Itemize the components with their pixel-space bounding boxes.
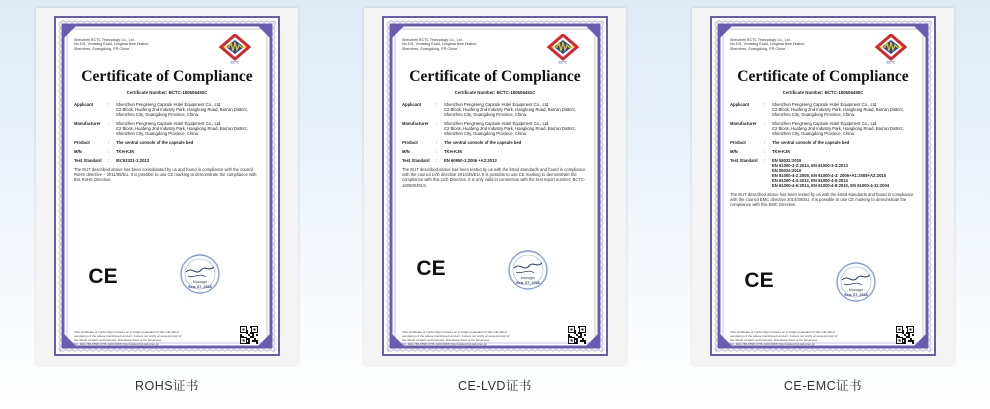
field-label: Manufacturer	[402, 121, 429, 126]
certificate-caption: CE-LVD证书	[458, 379, 532, 393]
compliance-description: The EUT described above has been tested by us with the listed standards and found in compliance with the council LVD directive 2014/35/EU. It is possible to use CE marking to demonstrate the compliance with this LVD Directive. It is only valid in connection with the test report number: BCTC-160506491S.	[402, 167, 586, 188]
manufacturer-line: Shenzhen PengHeng Capsule Hotel Equipment Co., Ltd.	[772, 121, 878, 126]
footer-line: Tel: 400-788-9558 0755-33019988 http://www.bctc-lab.com.cn	[402, 342, 488, 346]
certificate-footer	[730, 330, 880, 346]
issuer-line: Shenzhen BCTC Technology Co., Ltd.	[74, 38, 135, 42]
mn-value: TKH-KJK	[772, 149, 791, 154]
standard-line: EN 61000-4-2:2009, EN 61000-4-3: 2006+A1:2008+A2:2010	[772, 173, 887, 178]
certificate-card	[692, 8, 954, 365]
standard-line: EN 55024:2010	[772, 168, 802, 173]
issuer-line: Shenzhen BCTC Technology Co., Ltd.	[402, 38, 463, 42]
stamp-title: Manager	[848, 288, 864, 292]
footer-line: Tel: 400-788-9558 0755-33019988 http://www.bctc-lab.com.cn	[730, 342, 816, 346]
standard-line: EN 55032:2015	[772, 158, 802, 163]
signature-stamp	[506, 248, 550, 292]
footer-line: sample(s) of the above mentioned product. It does not imply an assessment of	[74, 334, 182, 338]
standard-row: Test Standard : EN 60950-1:2006 +A2:2013	[402, 158, 590, 163]
issuer-line: No.101, Youxiang Road, Longhua New District,	[402, 42, 477, 47]
applicant-line: Shenzhen City, Guangdong Province, China.	[116, 112, 200, 117]
issuer-line: No.101, Youxiang Road, Longhua New District,	[730, 42, 805, 47]
certificate-document	[710, 16, 936, 356]
footer-line: sample(s) of the above mentioned product. It does not imply an assessment of	[402, 334, 510, 338]
product-row: Product : The central console of the capsule bed	[402, 140, 590, 145]
mn-row: M/N : TKH-KJK	[402, 149, 590, 154]
certificate-document	[54, 16, 280, 356]
field-label: Test Standard	[402, 158, 430, 163]
svg-text:BCTC: BCTC	[230, 60, 240, 64]
manufacturer-line: Shenzhen City, Guangdong Province, China.	[444, 131, 528, 136]
field-label: Applicant	[402, 102, 422, 107]
applicant-row: Applicant : Shenzhen PengHeng Capsule Hotel Equipment Co., Ltd. C2 Block, Huafeng 2nd Industry Park, Hangkong Road, Bao'an District, Shenzhen City, Guangdong Province, China.	[730, 102, 918, 117]
footer-line: This certificate of conformity is based on a single evaluation of the submitted	[402, 330, 507, 334]
issuer-address	[730, 38, 840, 51]
stamp-date: Sep. 07, 2016	[516, 281, 540, 285]
compliance-description: The EUT described above has been tested by us with the listed standards and found in compliance with the council EMC directive 2014/30/EU. It is possible to use CE marking to demonstrate the compliance with this EMC Directive.	[730, 192, 914, 208]
certificate-number: Certificate Number: BCTC-160506490C	[782, 90, 864, 95]
compliance-description: The EUT described above has been consolidated by us and found in compliance with the council RoHS directive – 2011/65/EU. It is possible to use CE marking to demonstrate the compliance with this RoHS Directive.	[74, 167, 257, 183]
standard-row: Test Standard : IEC62321-1:2013	[74, 158, 262, 163]
qr-code-icon	[240, 326, 258, 344]
stamp-title: Manager	[192, 280, 208, 284]
signature-stamp	[834, 260, 878, 304]
certificate-title: Certificate of Compliance	[737, 68, 909, 85]
certificate-caption: ROHS证书	[134, 379, 200, 393]
issuer-line: Shenzhen, Guangdong, P.R.China	[730, 46, 785, 51]
mn-row: M/N : TKH-KJK	[730, 149, 918, 154]
issuer-address	[402, 38, 512, 51]
ce-mark-text: CE	[416, 257, 446, 278]
stamp-date: Sep. 07, 2016	[844, 293, 868, 297]
mn-value: TKH-KJK	[116, 149, 135, 154]
applicant-line: C2 Block, Huafeng 2nd Industry Park, Hangkong Road, Bao'an District,	[772, 107, 904, 112]
applicant-line: Shenzhen City, Guangdong Province, China.	[772, 112, 856, 117]
certificate-card	[364, 8, 626, 365]
field-label: M/N	[402, 149, 410, 154]
product-value: The central console of the capsule bed	[444, 140, 522, 145]
field-label: Manufacturer	[74, 121, 101, 126]
bctc-logo-icon	[218, 34, 252, 64]
ce-mark-icon	[416, 256, 446, 278]
applicant-line: Shenzhen PengHeng Capsule Hotel Equipment Co., Ltd.	[772, 102, 878, 107]
certificate-footer	[74, 330, 224, 346]
certificate-title: Certificate of Compliance	[409, 68, 581, 85]
manufacturer-line: C2 Block, Huafeng 2nd Industry Park, Hangkong Road, Bao'an District,	[444, 126, 576, 131]
footer-line: This certificate of conformity is based on a single evaluation of the submitted	[730, 330, 835, 334]
field-label: Product	[730, 140, 746, 145]
footer-line: the whole product and relevant. Directives have to be observed.	[402, 338, 490, 342]
manufacturer-line: Shenzhen PengHeng Capsule Hotel Equipment Co., Ltd.	[444, 121, 550, 126]
footer-line: the whole product and relevant. Directives have to be observed.	[74, 338, 162, 342]
product-row: Product : The central console of the capsule bed	[730, 140, 918, 145]
bctc-logo-icon	[546, 34, 580, 64]
qr-code-icon	[896, 326, 914, 344]
mn-row: M/N : TKH-KJK	[74, 149, 262, 154]
certificate-footer	[402, 330, 552, 346]
applicant-row: Applicant : Shenzhen PengHeng Capsule Hotel Equipment Co., Ltd. C2 Block, Huafeng 2nd Industry Park, Hangkong Road, Bao'an District, Shenzhen City, Guangdong Province, China.	[74, 102, 262, 117]
footer-line: This certificate of conformity is based on a single evaluation of the submitted	[74, 330, 179, 334]
applicant-line: Shenzhen PengHeng Capsule Hotel Equipment Co., Ltd.	[444, 102, 550, 107]
bctc-logo-icon	[874, 34, 908, 64]
issuer-line: No.101, Youxiang Road, Longhua New District,	[74, 42, 149, 47]
field-label: Applicant	[74, 102, 94, 107]
product-row: Product : The central console of the capsule bed	[74, 140, 262, 145]
applicant-line: C2 Block, Huafeng 2nd Industry Park, Hangkong Road, Bao'an District,	[116, 107, 248, 112]
product-value: The central console of the capsule bed	[116, 140, 194, 145]
standard-line: IEC62321-1:2013	[116, 158, 150, 163]
svg-text:BCTC: BCTC	[886, 60, 896, 64]
certificate-fields	[402, 102, 590, 188]
field-label: Product	[74, 140, 90, 145]
ce-mark-text: CE	[744, 269, 774, 290]
applicant-row: Applicant : Shenzhen PengHeng Capsule Hotel Equipment Co., Ltd. C2 Block, Huafeng 2nd Industry Park, Hangkong Road, Bao'an District, Shenzhen City, Guangdong Province, China.	[402, 102, 590, 117]
certificate-fields	[730, 102, 918, 208]
signature-stamp	[178, 252, 222, 296]
field-label: Applicant	[730, 102, 750, 107]
field-label: Product	[402, 140, 418, 145]
manufacturer-line: C2 Block, Huafeng 2nd Industry Park, Hangkong Road, Bao'an District,	[116, 126, 248, 131]
footer-line: sample(s) of the above mentioned product. It does not imply an assessment of	[730, 334, 838, 338]
svg-text:BCTC: BCTC	[558, 60, 568, 64]
ce-mark-icon	[744, 268, 774, 290]
certificate-document	[382, 16, 608, 356]
footer-line: Tel: 400-788-9558 0755-33019988 http://www.bctc-lab.com.cn	[74, 342, 160, 346]
certificate-fields	[74, 102, 262, 183]
field-label: Manufacturer	[730, 121, 757, 126]
footer-line: the whole product and relevant. Directives have to be observed.	[730, 338, 818, 342]
certificate-number: Certificate Number: BCTC-160506492C	[126, 90, 208, 95]
standard-line: EN 61000-3-2:2014, EN 61000-3-3:2013	[772, 163, 848, 168]
mn-value: TKH-KJK	[444, 149, 463, 154]
issuer-address	[74, 38, 184, 51]
standard-row: Test Standard : EN 55032:2015 EN 61000-3-2:2014, EN 61000-3-3:2013 EN 55024:2010 EN 61000-4-2:2009, EN 61000-4-3: 2006+A1:2008+A2:2010 EN 61000-4-4:2012, EN 61000-4-5:2014 EN 61000-4-6:2014, EN 61000-4-8:2010, EN 61000-4-11:2004	[730, 158, 918, 188]
issuer-line: Shenzhen, Guangdong, P.R.China	[402, 46, 457, 51]
manufacturer-line: Shenzhen City, Guangdong Province, China.	[772, 131, 856, 136]
ce-mark-icon	[88, 264, 118, 286]
qr-code-icon	[568, 326, 586, 344]
ce-mark-text: CE	[88, 265, 118, 286]
certificate-caption: CE-EMC证书	[783, 379, 863, 393]
manufacturer-line: C2 Block, Huafeng 2nd Industry Park, Hangkong Road, Bao'an District,	[772, 126, 904, 131]
standard-line: EN 61000-4-4:2012, EN 61000-4-5:2014	[772, 178, 848, 183]
standard-line: EN 60950-1:2006 +A2:2013	[444, 158, 497, 163]
manufacturer-row: Manufacturer : Shenzhen PengHeng Capsule Hotel Equipment Co., Ltd. C2 Block, Huafeng 2nd Industry Park, Hangkong Road, Bao'an District, Shenzhen City, Guangdong Province, China.	[74, 121, 262, 136]
certificate-title: Certificate of Compliance	[81, 68, 253, 85]
certificate-number: Certificate Number: BCTC-160506491C	[454, 90, 536, 95]
applicant-line: Shenzhen PengHeng Capsule Hotel Equipment Co., Ltd.	[116, 102, 222, 107]
issuer-line: Shenzhen, Guangdong, P.R.China	[74, 46, 129, 51]
stamp-date: Sep. 07, 2016	[188, 285, 212, 289]
certificate-card	[36, 8, 298, 365]
manufacturer-row: Manufacturer : Shenzhen PengHeng Capsule Hotel Equipment Co., Ltd. C2 Block, Huafeng 2nd Industry Park, Hangkong Road, Bao'an District, Shenzhen City, Guangdong Province, China.	[730, 121, 918, 136]
standard-line: EN 61000-4-6:2014, EN 61000-4-8:2010, EN 61000-4-11:2004	[772, 183, 890, 188]
issuer-line: Shenzhen BCTC Technology Co., Ltd.	[730, 38, 791, 42]
applicant-line: C2 Block, Huafeng 2nd Industry Park, Hangkong Road, Bao'an District,	[444, 107, 576, 112]
field-label: Test Standard	[730, 158, 758, 163]
field-label: Test Standard	[74, 158, 102, 163]
field-label: M/N	[74, 149, 82, 154]
manufacturer-row: Manufacturer : Shenzhen PengHeng Capsule Hotel Equipment Co., Ltd. C2 Block, Huafeng 2nd Industry Park, Hangkong Road, Bao'an District, Shenzhen City, Guangdong Province, China.	[402, 121, 590, 136]
stamp-title: Manager	[520, 276, 536, 280]
product-value: The central console of the capsule bed	[772, 140, 850, 145]
manufacturer-line: Shenzhen PengHeng Capsule Hotel Equipment Co., Ltd.	[116, 121, 222, 126]
field-label: M/N	[730, 149, 738, 154]
manufacturer-line: Shenzhen City, Guangdong Province, China.	[116, 131, 200, 136]
applicant-line: Shenzhen City, Guangdong Province, China.	[444, 112, 528, 117]
